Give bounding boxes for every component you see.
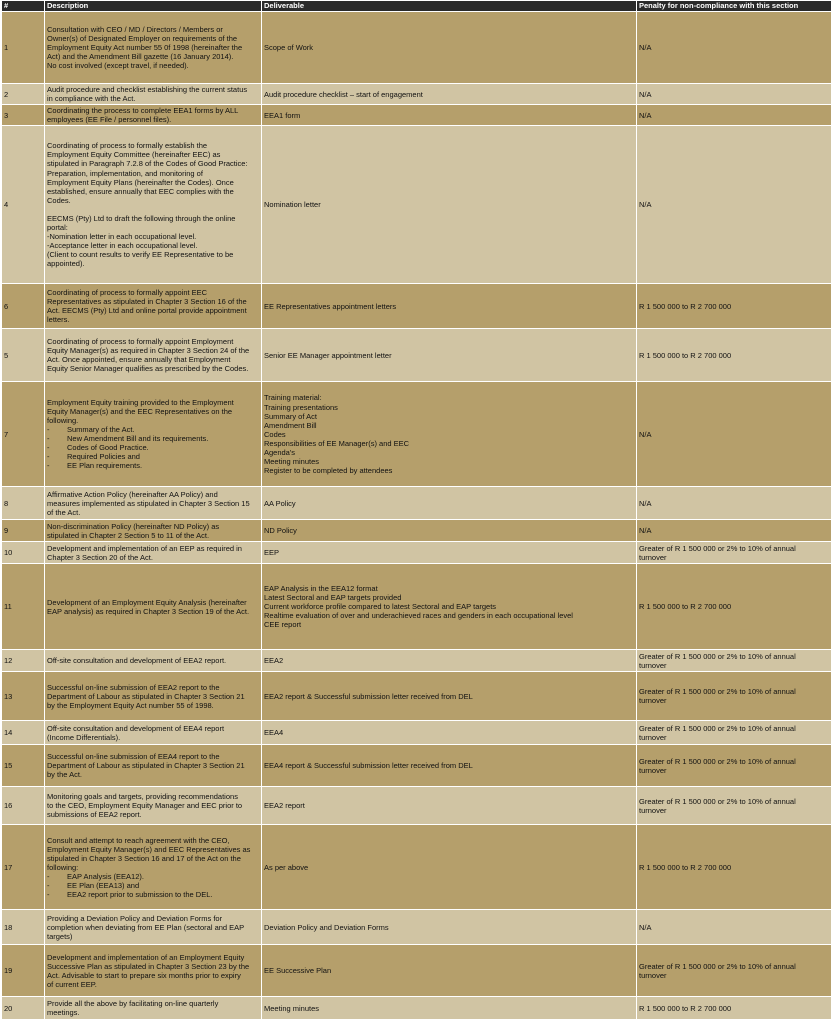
description-line: Codes. <box>47 195 71 205</box>
deliverable-line: Summary of Act <box>264 411 317 421</box>
description-line: Department of Labour as stipulated in Chapter 3 Section 21 <box>47 691 245 701</box>
header-penalty: Penalty for non-compliance with this section <box>637 1 832 12</box>
penalty-line: N/A <box>639 89 652 99</box>
deliverable-line: Amendment Bill <box>264 420 317 430</box>
description-line: Off-site consultation and development of EEA4 report <box>47 723 225 733</box>
bullet-item <box>47 872 259 881</box>
row-deliverable <box>262 997 637 1020</box>
row-deliverable <box>262 721 637 745</box>
description-line: by the Act. <box>47 770 83 780</box>
row-deliverable <box>262 12 637 84</box>
deliverable-line: Senior EE Manager appointment letter <box>264 350 392 360</box>
description-line: Coordinating the process to complete EEA1 forms by ALL <box>47 106 239 116</box>
deliverable-line: EEA2 report & Successful submission letter received from DEL <box>264 691 473 701</box>
bullet-item <box>47 881 259 890</box>
row-deliverable <box>262 84 637 105</box>
row-penalty <box>637 382 832 487</box>
row-number: 6 <box>2 284 45 329</box>
penalty-line: turnover <box>639 765 667 775</box>
description-line: Development and implementation of an EEP as required in <box>47 543 242 553</box>
bullet-item <box>47 443 259 452</box>
penalty-line: Greater of R 1 500 000 or 2% to 10% of annual <box>639 543 796 553</box>
description-line: Employment Equity Plans (hereinafter the Codes). Once <box>47 177 234 187</box>
penalty-line: Greater of R 1 500 000 or 2% to 10% of annual <box>639 961 796 971</box>
deliverable-line: Deviation Policy and Deviation Forms <box>264 922 389 932</box>
table-row <box>2 787 832 825</box>
description-line: Non-discrimination Policy (hereinafter ND Policy) as <box>47 521 220 531</box>
row-deliverable <box>262 329 637 382</box>
table-row <box>2 997 832 1020</box>
table-row <box>2 650 832 672</box>
description-line: Consultation with CEO / MD / Directors / Members or <box>47 24 223 34</box>
header-row <box>2 1 832 12</box>
description-line: by the Employment Equity Act number 55 of 1998. <box>47 700 214 710</box>
table-row <box>2 672 832 721</box>
description-line: Department of Labour as stipulated in Chapter 3 Section 21 <box>47 761 245 771</box>
bullet-text: Codes of Good Practice. <box>67 443 149 453</box>
deliverable-line: Meeting minutes <box>264 1003 320 1013</box>
bullet-text: New Amendment Bill and its requirements. <box>67 434 209 444</box>
description-line: Equity Senior Manager qualifies as prescribed by the Codes. <box>47 364 249 374</box>
penalty-line: N/A <box>639 526 652 536</box>
row-number: 11 <box>2 564 45 650</box>
description-line: EAP analysis) as required in Chapter 3 Section 19 of the Act. <box>47 606 250 616</box>
table-row <box>2 542 832 564</box>
penalty-line: N/A <box>639 922 652 932</box>
bullet-dash: - <box>47 889 50 899</box>
deliverable-line: EEA1 form <box>264 110 301 120</box>
bullet-item <box>47 890 259 899</box>
table-body <box>2 12 832 1020</box>
description-line: Providing a Deviation Policy and Deviation Forms for <box>47 913 223 923</box>
description-line: Equity Manager(s) as required in Chapter 3 Section 24 of the <box>47 346 250 356</box>
compliance-table <box>1 0 832 1020</box>
description-line: Chapter 3 Section 20 of the Act. <box>47 552 153 562</box>
deliverable-line: EE Successive Plan <box>264 966 332 976</box>
row-number: 9 <box>2 520 45 542</box>
description-line: EECMS (Pty) Ltd to draft the following through the online <box>47 213 236 223</box>
penalty-line: R 1 500 000 to R 2 700 000 <box>639 301 732 311</box>
table-row <box>2 945 832 997</box>
row-number: 5 <box>2 329 45 382</box>
row-description <box>45 945 262 997</box>
table-row <box>2 284 832 329</box>
bullet-item <box>47 434 259 443</box>
description-line: targets) <box>47 931 73 941</box>
row-description <box>45 910 262 945</box>
deliverable-line: Realtime evaluation of over and underachieved races and genders in each occupational level <box>264 611 573 621</box>
row-number: 3 <box>2 105 45 126</box>
penalty-line: N/A <box>639 429 652 439</box>
deliverable-line: Scope of Work <box>264 42 314 52</box>
description-line: stipulated in Paragraph 7.2.8 of the Codes of Good Practice: <box>47 159 248 169</box>
bullet-text: EE Plan requirements. <box>67 461 143 471</box>
row-number: 1 <box>2 12 45 84</box>
penalty-line: Greater of R 1 500 000 or 2% to 10% of annual <box>639 756 796 766</box>
deliverable-line: ND Policy <box>264 526 297 536</box>
table-row <box>2 487 832 520</box>
description-line: Owner(s) of Designated Employer on requirements of the <box>47 33 238 43</box>
row-penalty <box>637 542 832 564</box>
description-line: Successful on-line submission of EEA4 report to the <box>47 752 220 762</box>
penalty-line: R 1 500 000 to R 2 700 000 <box>639 350 732 360</box>
row-number: 8 <box>2 487 45 520</box>
row-number: 17 <box>2 825 45 910</box>
deliverable-line: EEA4 report & Successful submission letter received from DEL <box>264 761 473 771</box>
deliverable-line: EE Representatives appointment letters <box>264 301 397 311</box>
description-line: measures implemented as stipulated in Chapter 3 Section 15 <box>47 498 250 508</box>
description-line: employees (EE File / personnel files). <box>47 115 172 125</box>
row-description <box>45 487 262 520</box>
penalty-line: turnover <box>639 970 667 980</box>
penalty-line: turnover <box>639 805 667 815</box>
row-number: 16 <box>2 787 45 825</box>
description-line: of the Act. <box>47 507 81 517</box>
bullet-item <box>47 452 259 461</box>
description-line: established, ensure annually that EEC complies with the <box>47 186 234 196</box>
deliverable-line: EEA4 <box>264 728 284 738</box>
penalty-line: turnover <box>639 696 667 706</box>
row-number: 12 <box>2 650 45 672</box>
table-row <box>2 825 832 910</box>
row-number: 15 <box>2 745 45 787</box>
bullet-text: Summary of the Act. <box>67 425 135 435</box>
row-number: 18 <box>2 910 45 945</box>
row-number: 20 <box>2 997 45 1020</box>
bullet-dash: - <box>47 425 50 435</box>
bullet-dash: - <box>47 434 50 444</box>
description-line: Equity Manager(s) and the EEC Representatives on the <box>47 407 233 417</box>
row-penalty <box>637 787 832 825</box>
description-line: stipulated in Chapter 2 Section 5 to 11 of the Act. <box>47 530 210 540</box>
deliverable-line: CEE report <box>264 620 302 630</box>
deliverable-line: AA Policy <box>264 498 296 508</box>
penalty-line: N/A <box>639 42 652 52</box>
description-line: (Client to count results to verify EE Representative to be <box>47 250 234 260</box>
row-number: 4 <box>2 126 45 284</box>
row-penalty <box>637 997 832 1020</box>
row-description <box>45 650 262 672</box>
header-number: # <box>2 1 45 12</box>
deliverable-line: EEA2 report <box>264 801 305 811</box>
description-line: Successive Plan as stipulated in Chapter 3 Section 23 by the <box>47 961 250 971</box>
row-deliverable <box>262 382 637 487</box>
description-line: following: <box>47 862 79 872</box>
description-line: Preparation, implementation, and monitoring of <box>47 168 203 178</box>
penalty-line: Greater of R 1 500 000 or 2% to 10% of annual <box>639 687 796 697</box>
description-line: Employment Equity training provided to the Employment <box>47 398 234 407</box>
row-description <box>45 672 262 721</box>
deliverable-line: EEA2 <box>264 656 284 666</box>
penalty-line: R 1 500 000 to R 2 700 000 <box>639 1003 732 1013</box>
description-line: Monitoring goals and targets, providing recommendations <box>47 792 238 802</box>
row-number: 10 <box>2 542 45 564</box>
row-description <box>45 12 262 84</box>
penalty-line: R 1 500 000 to R 2 700 000 <box>639 862 732 872</box>
description-line: Act. Advisable to start to prepare six months prior to expiry <box>47 970 241 980</box>
description-line: following. <box>47 416 79 426</box>
row-description <box>45 382 262 487</box>
deliverable-line: Training material: <box>264 393 322 403</box>
description-line: Employment Equity Committee (hereinafter EEC) as <box>47 150 221 160</box>
description-line: completion when deviating from EE Plan (sectoral and EAP <box>47 922 245 932</box>
description-line: meetings. <box>47 1008 80 1018</box>
description-line: Audit procedure and checklist establishing the current status <box>47 85 248 94</box>
row-penalty <box>637 329 832 382</box>
row-deliverable <box>262 542 637 564</box>
row-description <box>45 787 262 825</box>
row-description <box>45 825 262 910</box>
table-row <box>2 564 832 650</box>
description-line: of current EEP. <box>47 979 97 989</box>
penalty-line: Greater of R 1 500 000 or 2% to 10% of annual <box>639 723 796 733</box>
penalty-line: turnover <box>639 660 667 670</box>
row-penalty <box>637 945 832 997</box>
bullet-dash: - <box>47 880 50 890</box>
row-deliverable <box>262 672 637 721</box>
description-line: Development and implementation of an Employment Equity <box>47 952 245 962</box>
row-description <box>45 564 262 650</box>
deliverable-line: Codes <box>264 429 286 439</box>
row-description <box>45 284 262 329</box>
description-line: -Nomination letter in each occupational level. <box>47 231 197 241</box>
bullet-text: EEA2 report prior to submission to the DEL. <box>67 889 213 899</box>
bullet-dash: - <box>47 443 50 453</box>
row-penalty <box>637 105 832 126</box>
penalty-line: N/A <box>639 498 652 508</box>
table-row <box>2 721 832 745</box>
row-number: 7 <box>2 382 45 487</box>
description-line: stipulated in Chapter 3 Section 16 and 17 of the Act on the <box>47 853 241 863</box>
row-number: 13 <box>2 672 45 721</box>
row-description <box>45 721 262 745</box>
row-deliverable <box>262 745 637 787</box>
description-line: in compliance with the Act. <box>47 94 136 104</box>
description-line: Consult and attempt to reach agreement with the CEO, <box>47 835 230 845</box>
row-description <box>45 520 262 542</box>
row-deliverable <box>262 284 637 329</box>
description-line: appointed). <box>47 259 85 269</box>
deliverable-line: Current workforce profile compared to latest Sectoral and EAP targets <box>264 602 497 612</box>
deliverable-line: Latest Sectoral and EAP targets provided <box>264 593 402 603</box>
row-deliverable <box>262 105 637 126</box>
bullet-item <box>47 461 259 470</box>
bullet-dash: - <box>47 452 50 462</box>
header-description: Description <box>45 1 262 12</box>
row-deliverable <box>262 650 637 672</box>
row-penalty <box>637 84 832 105</box>
bullet-item <box>47 425 259 434</box>
description-line: Off-site consultation and development of EEA2 report. <box>47 656 227 666</box>
deliverable-line: As per above <box>264 862 309 872</box>
deliverable-line: Training presentations <box>264 402 338 412</box>
deliverable-line: Nomination letter <box>264 200 321 210</box>
row-penalty <box>637 825 832 910</box>
row-description <box>45 105 262 126</box>
description-line: No cost involved (except travel, if needed). <box>47 61 189 71</box>
row-deliverable <box>262 126 637 284</box>
row-number: 2 <box>2 84 45 105</box>
row-penalty <box>637 284 832 329</box>
row-penalty <box>637 650 832 672</box>
table-row <box>2 126 832 284</box>
deliverable-line: EAP Analysis in the EEA12 format <box>264 584 378 594</box>
row-deliverable <box>262 787 637 825</box>
bullet-text: EAP Analysis (EEA12). <box>67 871 144 881</box>
bullet-text: EE Plan (EEA13) and <box>67 880 140 890</box>
row-deliverable <box>262 825 637 910</box>
description-line: to the CEO, Employment Equity Manager and EEC prior to <box>47 801 243 811</box>
penalty-line: turnover <box>639 552 667 562</box>
row-description <box>45 126 262 284</box>
deliverable-line: Audit procedure checklist – start of engagement <box>264 89 423 99</box>
description-line: Successful on-line submission of EEA2 report to the <box>47 682 220 692</box>
bullet-dash: - <box>47 871 50 881</box>
deliverable-line: Agenda's <box>264 447 296 457</box>
description-line: Act. EECMS (Pty) Ltd and online portal provide appointment <box>47 306 247 316</box>
row-penalty <box>637 126 832 284</box>
description-line: Coordinating of process to formally appoint Employment <box>47 337 234 347</box>
deliverable-line: EEP <box>264 548 280 558</box>
row-penalty <box>637 672 832 721</box>
row-deliverable <box>262 945 637 997</box>
penalty-line: turnover <box>639 732 667 742</box>
table-row <box>2 382 832 487</box>
description-line: (Income Differentials). <box>47 732 121 742</box>
description-line: letters. <box>47 315 70 325</box>
description-line: Act) and the Amendment Bill gazette (16 January 2014). <box>47 52 234 62</box>
row-penalty <box>637 721 832 745</box>
description-line: Development of an Employment Equity Analysis (hereinafter <box>47 597 247 607</box>
penalty-line: R 1 500 000 to R 2 700 000 <box>639 602 732 612</box>
bullet-text: Required Policies and <box>67 452 140 462</box>
row-penalty <box>637 487 832 520</box>
description-line: portal: <box>47 222 68 232</box>
description-line: Act. Once appointed, ensure annually that Employment <box>47 355 231 365</box>
table-row <box>2 12 832 84</box>
row-deliverable <box>262 487 637 520</box>
table-row <box>2 329 832 382</box>
description-line: Affirmative Action Policy (hereinafter AA Policy) and <box>47 489 218 499</box>
row-description <box>45 329 262 382</box>
description-line: Provide all the above by facilitating on-line quarterly <box>47 999 219 1009</box>
row-penalty <box>637 520 832 542</box>
row-penalty <box>637 910 832 945</box>
description-line: Representatives as stipulated in Chapter 3 Section 16 of the <box>47 297 247 307</box>
row-description <box>45 542 262 564</box>
row-deliverable <box>262 520 637 542</box>
blank-line <box>47 205 259 214</box>
penalty-line: Greater of R 1 500 000 or 2% to 10% of annual <box>639 651 796 661</box>
header-deliverable: Deliverable <box>262 1 637 12</box>
row-penalty <box>637 745 832 787</box>
row-penalty <box>637 12 832 84</box>
row-deliverable <box>262 564 637 650</box>
table-row <box>2 105 832 126</box>
description-line: Coordinating of process to formally appoint EEC <box>47 288 208 298</box>
bullet-dash: - <box>47 461 50 471</box>
deliverable-line: Register to be completed by attendees <box>264 465 393 475</box>
row-number: 14 <box>2 721 45 745</box>
description-line: Employment Equity Act number 55 0f 1998 (hereinafter the <box>47 42 243 52</box>
table-row <box>2 745 832 787</box>
row-description <box>45 745 262 787</box>
penalty-line: N/A <box>639 110 652 120</box>
table-row <box>2 520 832 542</box>
row-description <box>45 997 262 1020</box>
deliverable-line: Responsibilities of EE Manager(s) and EEC <box>264 438 410 448</box>
table-row <box>2 84 832 105</box>
row-penalty <box>637 564 832 650</box>
penalty-line: Greater of R 1 500 000 or 2% to 10% of annual <box>639 796 796 806</box>
table-row <box>2 910 832 945</box>
description-line: -Acceptance letter in each occupational level. <box>47 240 198 250</box>
description-line: Employment Equity Manager(s) and EEC Representatives as <box>47 844 251 854</box>
deliverable-line: Meeting minutes <box>264 456 320 466</box>
row-number: 19 <box>2 945 45 997</box>
row-description <box>45 84 262 105</box>
penalty-line: N/A <box>639 200 652 210</box>
description-line: submissions of EEA2 report. <box>47 810 142 820</box>
description-line: Coordinating of process to formally establish the <box>47 141 208 151</box>
row-deliverable <box>262 910 637 945</box>
